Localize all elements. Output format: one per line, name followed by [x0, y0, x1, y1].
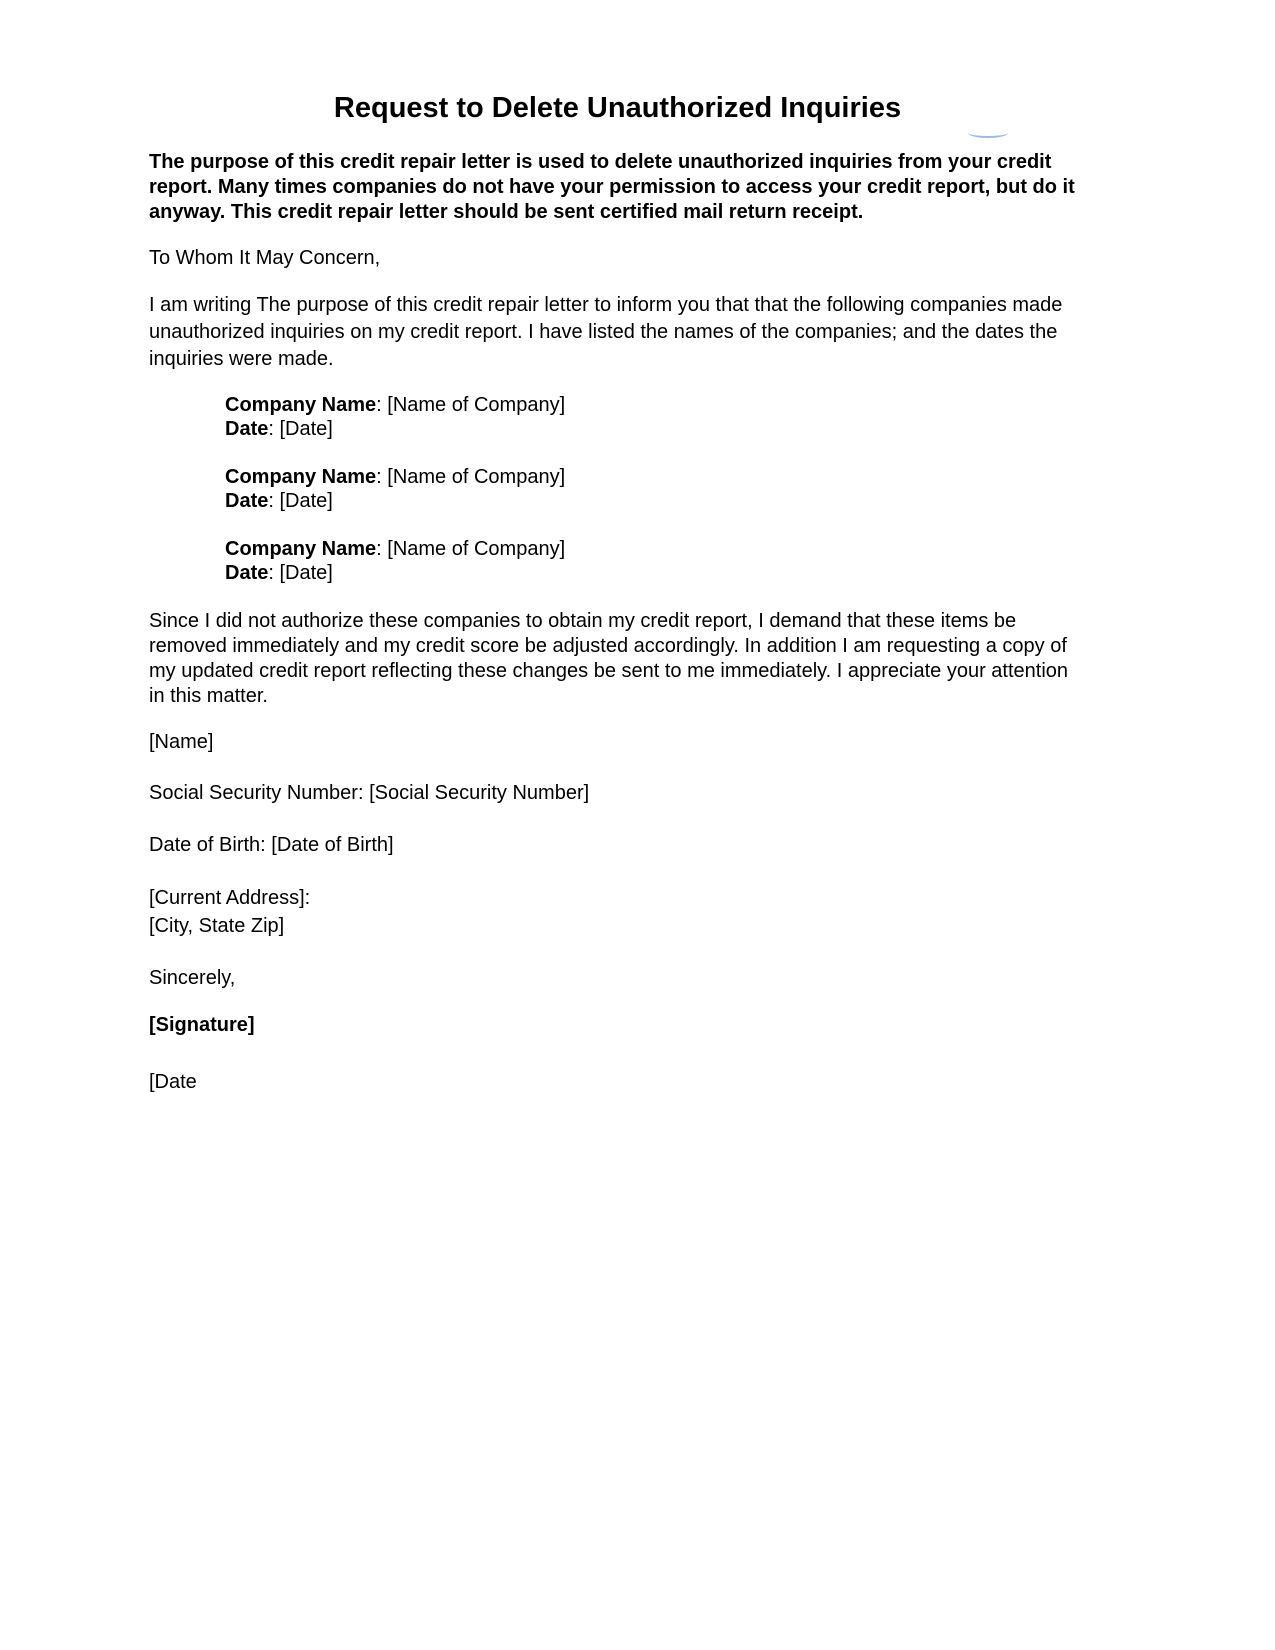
company-name-value: : [Name of Company] — [376, 538, 566, 560]
date-label: Date — [225, 418, 269, 440]
date-label: Date — [225, 490, 269, 512]
date-label: Date — [225, 562, 269, 584]
closing: Sincerely, — [149, 967, 236, 989]
salutation: To Whom It May Concern, — [149, 247, 381, 269]
date-value: : [Date] — [268, 418, 333, 440]
decorative-mark — [968, 128, 1008, 138]
sender-ssn: Social Security Number: [Social Security Number] — [149, 782, 590, 804]
company-name-line — [225, 537, 825, 561]
final-date: [Date — [149, 1071, 197, 1093]
date-value: : [Date] — [268, 562, 333, 584]
company-entry — [225, 465, 825, 513]
address-line-1: [Current Address]: — [149, 887, 311, 909]
company-date-line — [225, 489, 825, 513]
company-name-line — [225, 393, 825, 417]
company-date-line — [225, 561, 825, 585]
letter-title: Request to Delete Unauthorized Inquiries — [333, 92, 902, 124]
address-line-2: [City, State Zip] — [149, 915, 285, 937]
company-entry — [225, 393, 825, 441]
body-paragraph-2: Since I did not authorize these companies to obtain my credit report, I demand that these items be removed immediately and my credit score be adjusted accordingly. In addition I am requesting a copy of my updated credit report reflecting these changes be sent to me immediately. I appreciate your attention in this matter. — [149, 610, 1069, 707]
body-paragraph-1: I am writing The purpose of this credit repair letter to inform you that that the following companies made unauthorized inquiries on my credit report. I have listed the names of the companies; and the dates the inquiries were made. — [149, 294, 1063, 370]
company-name-value: : [Name of Company] — [376, 394, 566, 416]
company-name-value: : [Name of Company] — [376, 466, 566, 488]
sender-address — [149, 884, 1084, 940]
company-name-line — [225, 465, 825, 489]
sender-dob: Date of Birth: [Date of Birth] — [149, 834, 394, 856]
company-name-label: Company Name — [225, 538, 377, 560]
company-name-label: Company Name — [225, 466, 377, 488]
sender-name: [Name] — [149, 731, 214, 753]
company-date-line — [225, 417, 825, 441]
signature: [Signature] — [149, 1014, 255, 1036]
company-name-label: Company Name — [225, 394, 377, 416]
intro-paragraph: The purpose of this credit repair letter is used to delete unauthorized inquiries from your credit report. Many times companies do not have your permission to access your credit report, but do it anyway. This credit repair letter should be sent certified mail return receipt. — [149, 151, 1075, 223]
date-value: : [Date] — [268, 490, 333, 512]
company-entry — [225, 537, 825, 585]
